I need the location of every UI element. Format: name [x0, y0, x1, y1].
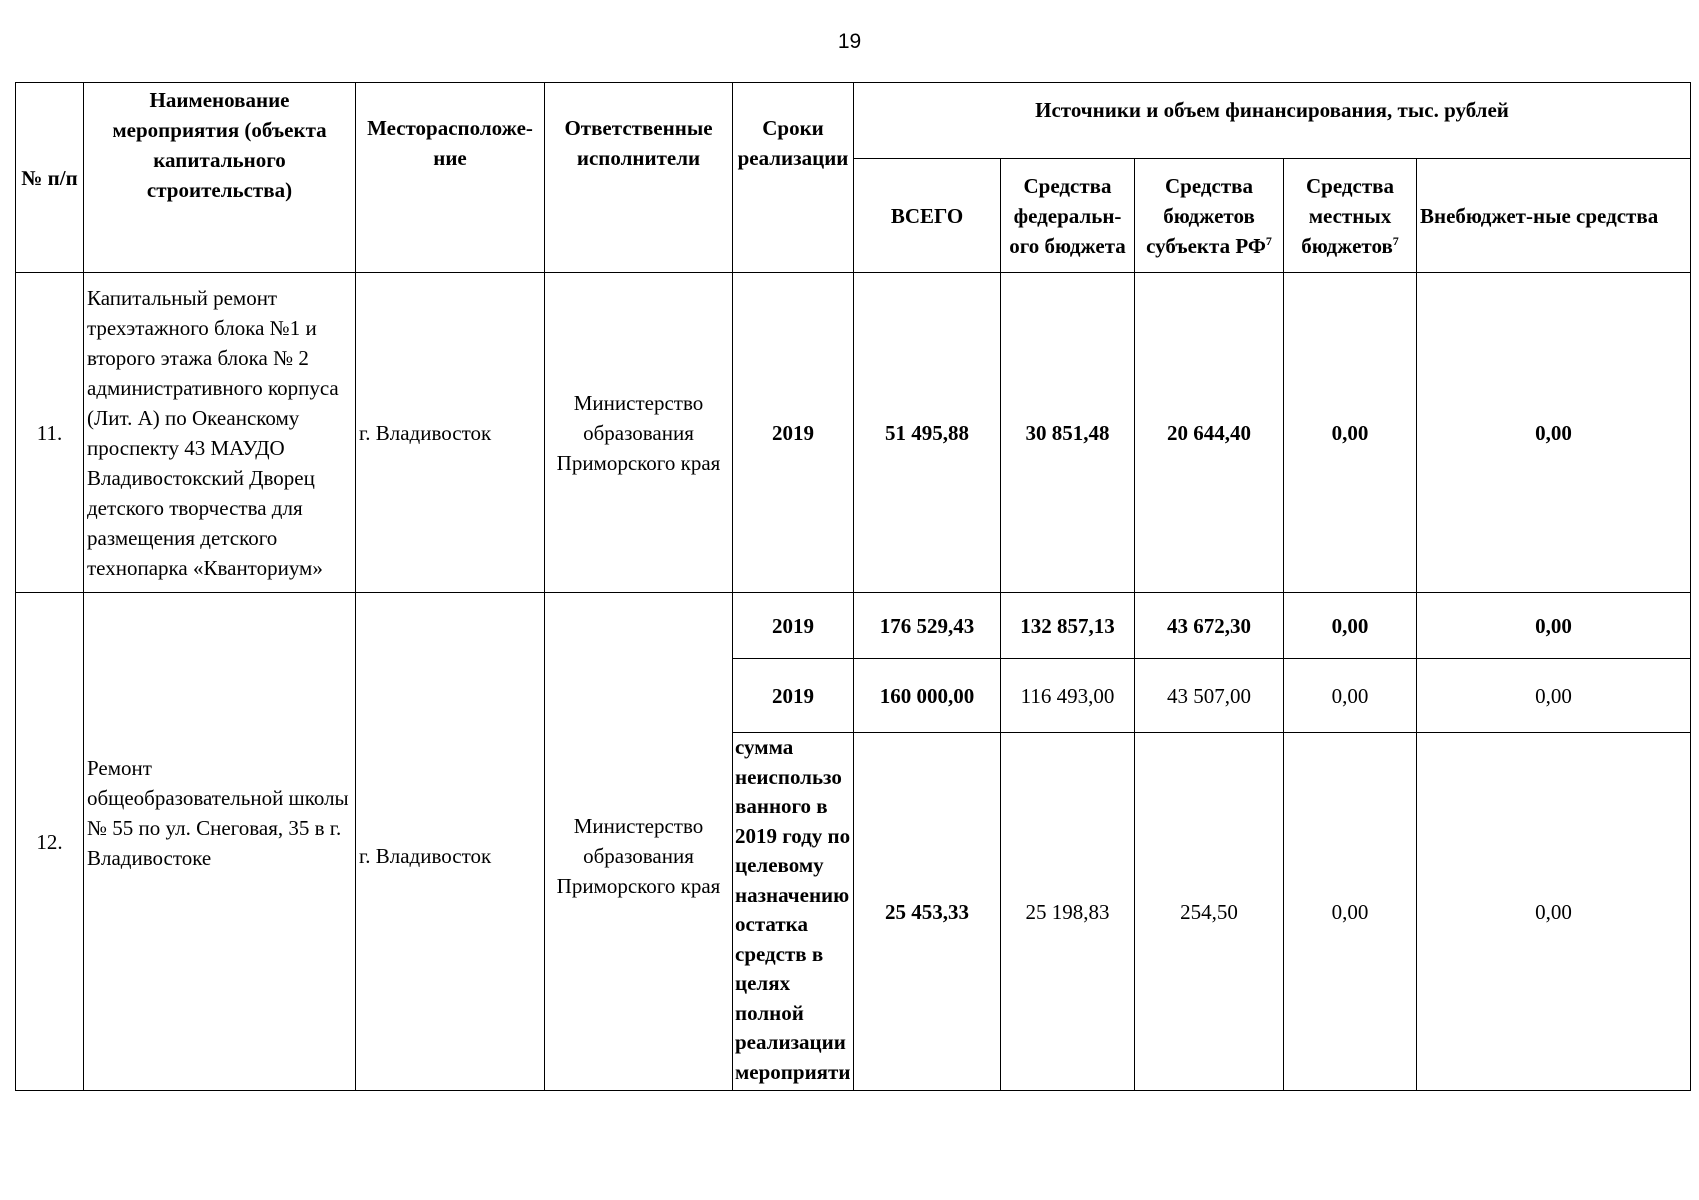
header-name: Наименование мероприятия (объекта капитального строительства)	[84, 83, 356, 273]
row-federal: 30 851,48	[1001, 273, 1135, 593]
page-number: 19	[837, 30, 862, 53]
header-location: Месторасположе-ние	[356, 83, 545, 273]
row-period: 2019	[733, 659, 854, 733]
row-total: 25 453,33	[854, 733, 1001, 1091]
row-offbudget: 0,00	[1417, 273, 1691, 593]
row-subject: 43 672,30	[1135, 593, 1284, 659]
row-federal: 116 493,00	[1001, 659, 1135, 733]
row-period: 2019	[733, 593, 854, 659]
row-total: 51 495,88	[854, 273, 1001, 593]
row-offbudget: 0,00	[1417, 593, 1691, 659]
header-subject-footnote: 7	[1265, 233, 1272, 248]
row-local: 0,00	[1284, 593, 1417, 659]
row-local: 0,00	[1284, 273, 1417, 593]
row-total: 160 000,00	[854, 659, 1001, 733]
header-subject	[1135, 159, 1284, 273]
header-row-top	[16, 83, 1691, 159]
row-local: 0,00	[1284, 733, 1417, 1091]
row-subject: 254,50	[1135, 733, 1284, 1091]
row-offbudget: 0,00	[1417, 733, 1691, 1091]
header-local-label: Средства местных бюджетов	[1301, 173, 1394, 258]
header-sources: Источники и объем финансирования, тыс. рублей	[854, 83, 1691, 159]
header-federal: Средства федеральн-ого бюджета	[1001, 159, 1135, 273]
row-executor: Министерство образования Приморского края	[545, 593, 733, 1091]
row-executor: Министерство образования Приморского края	[545, 273, 733, 593]
header-offbudget: Внебюджет-ные средства	[1417, 159, 1691, 273]
header-subject-label: Средства бюджетов субъекта РФ	[1146, 173, 1266, 258]
header-total: ВСЕГО	[854, 159, 1001, 273]
row-name: Ремонт общеобразовательной школы № 55 по ул. Снеговая, 35 в г. Владивостоке	[84, 593, 356, 1091]
row-name: Капитальный ремонт трехэтажного блока №1 и второго этажа блока № 2 административного корпуса (Лит. А) по Океанскому проспекту 43 МАУДО Владивостокский Дворец детского творчества для размещения детского технопарка «Кванториум»	[84, 273, 356, 593]
row-period-note: сумма неиспользо ванного в 2019 году по целевому назначению остатка средств в целях полной реализации мероприяти	[733, 733, 854, 1091]
row-period: 2019	[733, 273, 854, 593]
header-period: Сроки реализации	[733, 83, 854, 273]
row-location: г. Владивосток	[356, 273, 545, 593]
header-local	[1284, 159, 1417, 273]
row-location: г. Владивосток	[356, 593, 545, 1091]
row-total: 176 529,43	[854, 593, 1001, 659]
row-num: 11.	[16, 273, 84, 593]
row-subject: 20 644,40	[1135, 273, 1284, 593]
financing-table	[15, 82, 1691, 1091]
table-row	[16, 273, 1691, 593]
row-subject: 43 507,00	[1135, 659, 1284, 733]
header-local-footnote: 7	[1392, 233, 1399, 248]
row-local: 0,00	[1284, 659, 1417, 733]
row-federal: 25 198,83	[1001, 733, 1135, 1091]
table-row	[16, 593, 1691, 659]
row-num: 12.	[16, 593, 84, 1091]
row-offbudget: 0,00	[1417, 659, 1691, 733]
header-num: № п/п	[16, 83, 84, 273]
header-executors: Ответственные исполнители	[545, 83, 733, 273]
row-federal: 132 857,13	[1001, 593, 1135, 659]
